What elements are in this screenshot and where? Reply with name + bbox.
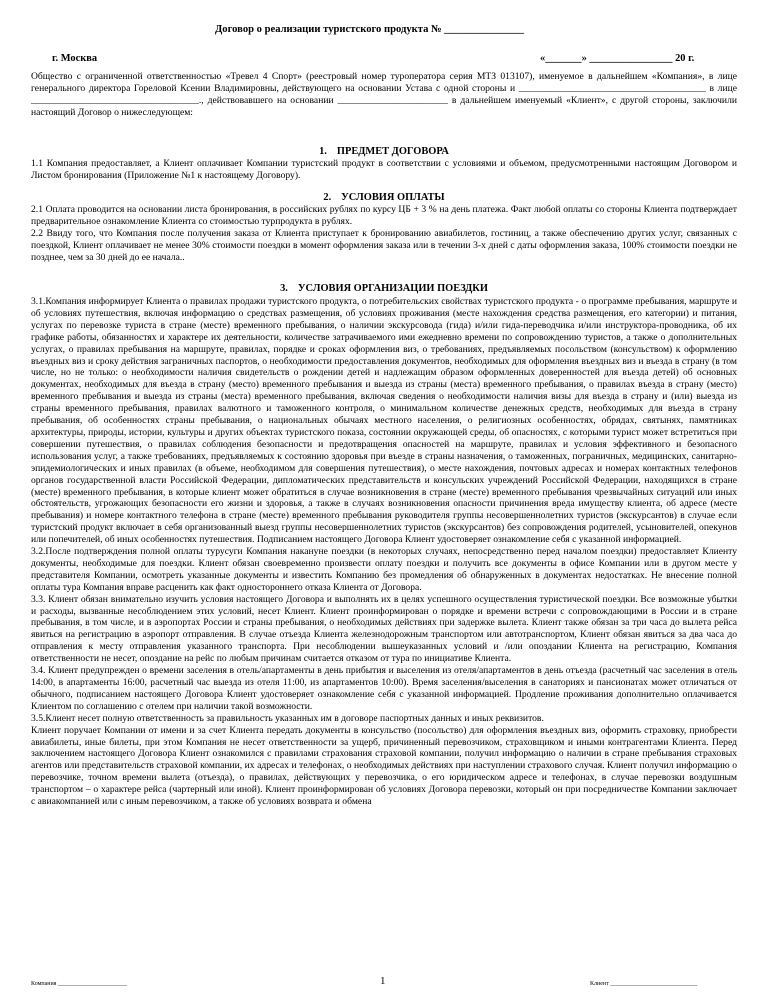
section-3-number: 3. [280,283,288,294]
section-1-text: 1.1 Компания предоставляет, а Клиент оплачивает Компании туристский продукт в соответствии с условиями и объемом, предусмотренными настоящим Договором и Листом бронирования (Приложение №1 к настоящему Договору). [31,158,737,181]
section-3-text: 3.1.Компания информирует Клиента о правилах продажи туристского продукта, о потребительских свойствах туристского продукта - о программе пребывания, маршруте и об условиях путешествия, включая информацию о средствах размещения, об условиях проживания (месте нахождения средства размещения, его категории) и питания, услугах по перевозке туриста в стране (месте) временного пребывания, о наличии экскурсовода (гида) и/или гида-переводчика и/или инструктора-проводника, об их графике работы, обязанностях и характере их деятельности, количестве затрачиваемого ими ежедневно времени по сопровождению туристов, а также о дополнительных услугах, о правилах пребывания на маршруте, правилах, порядке и сроках оформления виз, о требованиях, предъявляемых посольством (консульством) к оформлению въездных виз и сроку действия заграничных паспортов, о необходимости предоставления документов, необходимых для оформления въездных виз и въезда в страну (в том числе, но не только: о необходимости наличия свидетельств о рождении детей и надлежащим образом оформленных доверенностей для въезда детей) об основных документах, необходимых для въезда в страну (место) временного пребывания и выезда из страны (места) временного пребывания, о правилах въезда в страну (место) временного пребывания и выезда из страны (места) временного пребывания, включая сведения о необходимости наличия визы для въезда в страну и (или) выезда из страны временного пребывания, правилах валютного и таможенного контроля, о минимальном количестве денежных средств, необходимых для въезда в страну пребывания, об особенностях страны пребывания, о национальных обычаях местного населения, о религиозных особенностях, обрядах, святынях, памятниках архитектуры, природы, истории, культуры и других объектах туристского показа, состоянии окружающей среды, об опасностях, с которыми турист может встретиться при совершении путешествия, о правилах соблюдения безопасности и предотвращения опасностей на маршруте, правилах и условия эффективного и безопасного использования услуг, а также требованиях, предъявляемых к состоянию здоровья при въезде в страны назначения, о таможенных, пограничных, медицинских, санитарно-эпидемиологических и иных правилах (в объеме, необходимом для совершения путешествия), о месте нахождения, почтовых адресах и номерах контактных телефонов органов государственной власти Российской Федерации, дипломатических представительств и консульских учреждений Российской Федерации, находящихся в стране (месте) временного пребывания, в которые клиент может обратиться в случае возникновения в стране (месте) временного пребывания чрезвычайных ситуаций или иных обстоятельств, угрожающих безопасности его жизни и здоровья, а также в случаях возникновения опасности причинения вреда имуществу клиента, об адресе (месте пребывания) и номере контактного телефона в стране (месте) временного пребывания руководителя группы несовершеннолетних туристов (экскурсантов) в случае если туристский продукт включает в себя организованный выезд группы несовершеннолетних туристов (экскурсантов) без сопровождения родителей, усыновителей, опекунов или попечителей, об иных особенностях путешествия. Подписанием настоящего Договора Клиент удостоверяет ознакомление себя с указанной информацией. 3.2.После подтверждения полной оплаты турусуги Компания накануне поездки (в некоторых случаях, непосредственно перед началом поездки) предоставляет Клиенту документы, необходимые для поездки. Клиент обязан своевременно произвести оплату поездки и получить все документы в офисе Компании или в другом месте у представителя Компании, осмотреть указанные документы и известить Компанию без промедления об обнаруженных в документах недостатках. Не внесение полной оплаты тура Компания вправе расценить как факт одностороннего отказа Клиента от Договора. 3.3. Клиент обязан внимательно изучить условия настоящего Договора и выполнять их в целях успешного осуществления туристической поездки. Все возможные убытки и расходы, вызванные несоблюдением этих условий, несет Клиент. Клиент проинформирован о порядке и времени встречи с сопровождающими в России и в стране пребывания, в том числе, и в аэропортах России и страны пребывания, о необходимых действиях при задержке вылета. Клиент также обязан за три часа до вылета рейса явиться на регистрацию в аэропорт отправления. В случае отъезда Клиента железнодорожным транспортом или автотранспортом, Клиент обязан явиться за два часа до отправления к месту отправления указанного транспорта. При несоблюдении вышеуказанных условий и /или опоздании Клиента на регистрацию, Компания ответственности не несет, опоздание на рейс по любым причинам считается отказом от тура по инициативе Клиента. 3.4. Клиент предупрежден о времени заселения в отель/апартаменты в день прибытия и выселения из отеля/апартаментов в день отъезда (расчетный час заселения в отель 14:00, в апартаменты 16:00, расчетный час выезда из отеля 11:00, из апартаментов 10:00). Время заселения/выселения в санаториях и пансионатах может отличаться от обычного, подписанием настоящего Договора Клиент удостоверяет ознакомление себя с указанной информацией. Продление проживания дополнительно оплачивается Клиентом по соглашению с отелем при наличии такой возможности. 3.5.Клиент несет полную ответственность за правильность указанных им в договоре паспортных данных и иных реквизитов. Клиент поручает Компании от имени и за счет Клиента передать документы в консульство (посольство) для оформления въездных виз, оформить страховку, приобрести авиабилеты, иные билеты, при этом Компания не несет ответственности за ущерб, причиненный перевозчиком, страховщиком и иными контрагентами Клиента. Перед заключением настоящего Договора Клиент ознакомился с правилами страхования страховой компании, получил информацию о наличии в стране пребывания страховых агентов или представительств страховой компании, их адресах и телефонах, о необходимых действиях при наступлении страхового случая. Клиент получил информацию о перевозчике, точном времени вылета (отъезда), о правилах, действующих у перевозчика, о его юридическом адресе и телефонах, в случае перевозки воздушным транспортом – о характере рейса (чартерный или иной). Клиент проинформирован об условиях Договора перевозки, который он при посредничестве Компании заключает с авиакомпанией или с иным перевозчиком, а также об условиях возврата и обмена [31,296,737,808]
section-2-heading [0,192,768,203]
preamble-paragraph: Общество с ограниченной ответственностью «Тревел 4 Спорт» (реестровый номер туроператора серия МТЗ 013107), именуемое в дальнейшем «Компания», в лице генерального директора Гореловой Ксении Владимировны, действующего на основании Устава с одной стороны и _______________________________________ в лице ___________________________________., действовавшего на основании _______________________ в дальнейшем именуемый «Клиент», с другой стороны, заключили настоящий Договор о нижеследующем: [31,71,737,118]
section-1-number: 1. [319,146,327,157]
section-3-title: УСЛОВИЯ ОРГАНИЗАЦИИ ПОЕЗДКИ [297,283,488,294]
contract-title: Договор о реализации туристского продукта № _______________ [215,24,524,35]
section-2-text: 2.1 Оплата проводится на основании листа бронирования, в российских рублях по курсу ЦБ + 3 % на день платежа. Факт любой оплаты со стороны Клиента подтверждает предварительное ознакомление Клиента со стоимостью турпродукта в рублях. 2.2 Ввиду того, что Компания после получения заказа от Клиента приступает к бронированию авиабилетов, гостиниц, а также обеспечению других услуг, связанных с поездкой, Клиент оплачивает не менее 30% стоимости поездки в момент оформления заказа или в течении 3-х дней с даты оформления заказа, 100% стоимости поездки не позднее, чем за 30 дней до ее начала.. [31,204,737,263]
section-2-number: 2. [323,192,332,203]
contract-city: г. Москва [52,53,98,64]
footer-client-signature: Клиент _____________________________ [590,981,698,987]
section-3-heading [0,283,768,294]
section-1-heading [0,146,768,157]
section-1-title: ПРЕДМЕТ ДОГОВОРА [336,146,449,157]
contract-date: «_______» ________________ 20 г. [540,53,695,64]
page-number: 1 [380,975,386,987]
section-2-title: УСЛОВИЯ ОПЛАТЫ [341,192,445,203]
footer-company-signature: Компания _______________________ [31,981,127,987]
